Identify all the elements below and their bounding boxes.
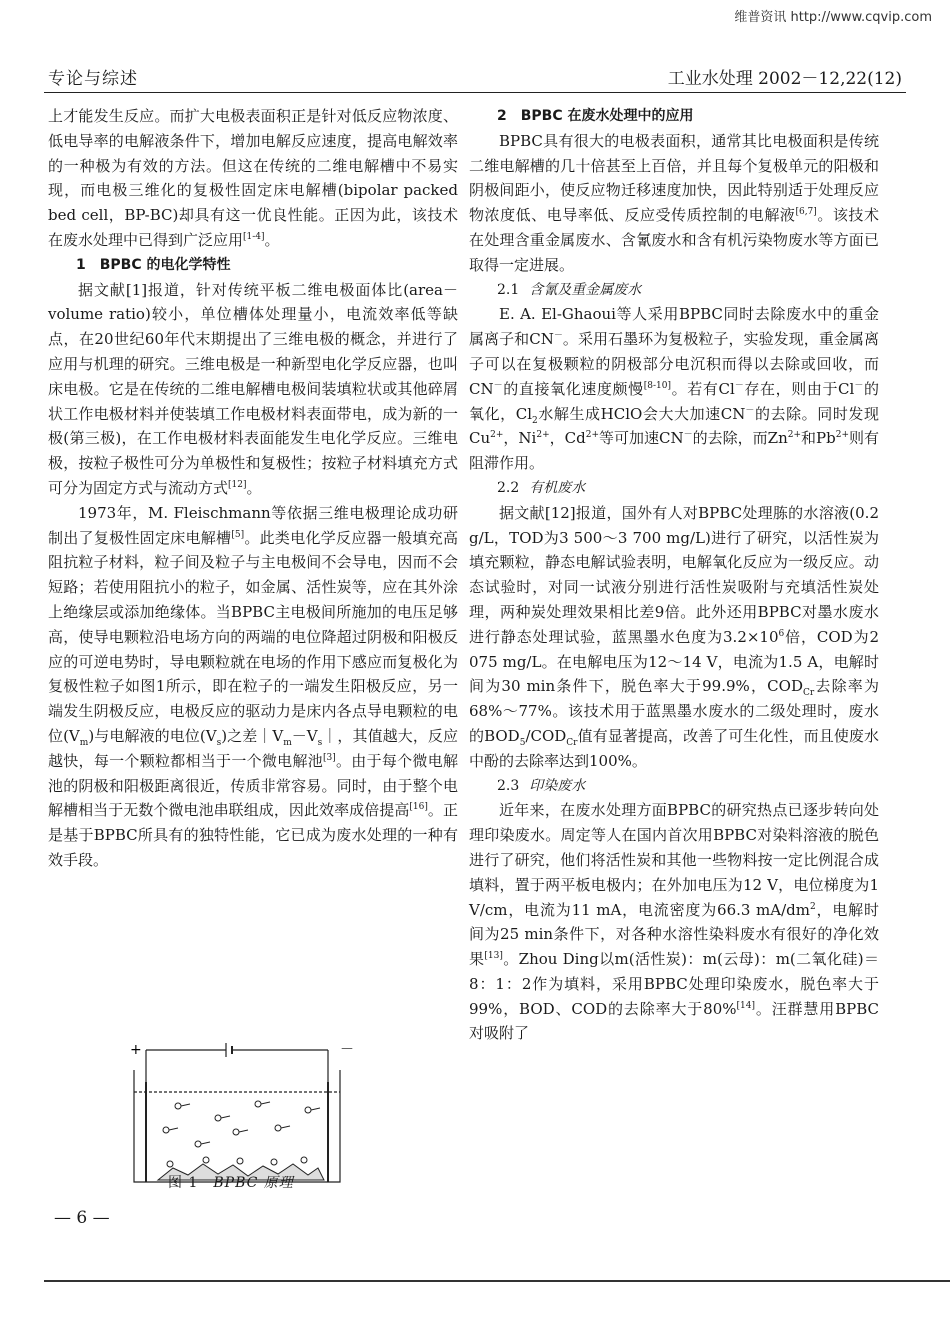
paragraph-1: 据文献[1]报道，针对传统平板二维电极面体比(area－volume ratio)较小，单位槽体处理量小，电流效率低等缺点，在20世纪60年代末期提出了三维电极的概念，并进行了应用与机理的研究。三维电极是一种新型电化学反应器，也叫床电极。它是在传统的二维电解槽电极间装填粒状或其他碎屑状工作电极材料并使装填工作电极材料表面带电，成为新的一极(第三极)，在工作电极材料表面能发生电化学反应。三维电极，按粒子极性可分为单极性和复极性；按粒子材料填充方式可分为固定方式与流动方式[12]。 [48, 280, 458, 497]
header-journal: 工业水处理 2002－12,22(12) [667, 69, 902, 89]
paragraph-2-2: 据文献[12]报道，国外有人对BPBC处理胨的水溶液(0.2 g/L，TOD为3 500～3 700 mg/L)进行了研究，以活性炭为填充颗粒，静态电解试验表明，电解氧化反应为一级反应。动态试验时，对同一试液分别进行活性炭吸附与充填活性炭处理，两种炭处理效果相比差9倍。此外还用BPBC对墨水废水进行静态处理试验，蓝黑墨水色度为$3.2\times 10^6$倍，COD为2 075 mg/L。在电解电压为12～14 V，电流为1.5 A，电解时间为30 min条件下，脱色率大于99.9%，$COD_{Cr}$去除率为68%～77%。该技术用于蓝黑墨水废水的二级处理时，废水的$BOD_5/COD_{Cr}$值有显著提高，改善了可生化性，而且使废水中酚的去除率达到100%。 [469, 503, 879, 770]
header-rule [44, 92, 906, 93]
paragraph-intro: BPBC具有很大的电极表面积，通常其比电极面积是传统二维电解槽的几十倍甚至上百倍，并且每个复极单元的阳极和阴极间距小，使反应物迁移速度加快，因此特别适于处理反应物浓度低、电导率低、反应受传质控制的电解液[6,7]。该技术在处理含重金属废水、含氰废水和含有机污染物废水等方面已取得一定进展。 [469, 131, 879, 274]
subsection-2-3-heading: 2.3 印染废水 [497, 777, 586, 794]
header-section: 专论与综述 [48, 69, 138, 89]
page-number: — 6 — [54, 1208, 110, 1228]
plus-terminal-label: + [130, 1042, 142, 1058]
paragraph-2-3: 近年来，在废水处理方面BPBC的研究热点已逐步转向处理印染废水。周定等人在国内首次用BPBC对染料溶液的脱色进行了研究，他们将活性炭和其他一些物料按一定比例混合成填料，置于两平板电极内；在外加电压为12 V，电位梯度为1 V/cm，电流为11 mA，电流密度为66.3 $mA/dm^2$，电解时间为25 min条件下，对各种水溶性染料废水有很好的净化效果[13]。Zhou Ding以m(活性炭)：m(云母)：m(二氧化硅)＝8：1：2作为填料，采用BPBC处理印染废水，脱色率大于99%，BOD、COD的去除率大于80%[14]。汪群慧用BPBC对吸附了 [469, 801, 879, 1043]
paragraph-2: 1973年，M. Fleischmann等依据三维电极理论成功研制出了复极性固定床电解槽[5]。此类电化学反应器一般填充高阻抗粒子材料，粒子间及粒子与主电极间不会导电，因而不会短路；若使用阻抗小的粒子，如金属、活性炭等，应在其外涂上绝缘层或添加绝缘体。当BPBC主电极间所施加的电压足够高，使导电颗粒沿电场方向的两端的电位降超过阴极和阳极反应的可逆电势时，导电颗粒就在电场的作用下感应而复极化为复极性粒子如图1所示，即在粒子的一端发生阳极反应，另一端发生阴极反应，电极反应的驱动力是床内各点导电颗粒的电位$(V_m)$与电解液的电位$(V_s)$之差$|V_m-V_s|$，其值越大，反应越快，每一个颗粒都相当于一个微电解池[3]。由于每个微电解池的阴极和阳极距离很近，传质非常容易。同时，由于整个电解槽相当于无数个微电池串联组成，因此效率成倍提高[16]。正是基于BPBC所具有的独特性能，它已成为废水处理的一种有效手段。 [48, 503, 459, 869]
footer-rule [44, 1280, 950, 1282]
subsection-2-2-heading: 2.2 有机废水 [497, 479, 586, 496]
section-2-heading: 2 BPBC 在废水处理中的应用 [497, 108, 694, 124]
right-column [469, 104, 879, 1046]
figure-caption: 图 1 BPBC 原理 [168, 1175, 294, 1191]
running-header [44, 62, 906, 89]
dipole-particles [163, 1101, 320, 1147]
minus-terminal-label: － [340, 1042, 354, 1058]
site-watermark: 维普资讯 http://www.cqvip.com [734, 10, 932, 25]
left-column [48, 104, 458, 873]
subsection-2-1-heading: 2.1 含氰及重金属废水 [497, 281, 642, 298]
power-supply-wire [146, 1043, 328, 1082]
section-1-heading: 1 BPBC 的电化学特性 [76, 256, 231, 273]
paragraph-2-1: E. A. El-Ghaoui等人采用BPBC同时去除废水中的重金属离子和CN－。采用石墨环为复极粒子，实验发现，重金属离子可以在复极颗粒的阴极部分电沉积而得以去除或回收，而CN－的直接氧化速度颇慢[8-10]。若有Cl－存在，则由于Cl－的氧化，$Cl_2$水解生成HClO会大大加速CN－的去除。同时发现$Cu^{2+}$，$Ni^{2+}$，$Cd^{2+}$等可加速CN－的去除，而$Zn^{2+}$和$Pb^{2+}$则有阻滞作用。 [469, 305, 880, 473]
electrolytic-cell [134, 1070, 340, 1182]
paragraph-continued: 上才能发生反应。而扩大电极表面积正是针对低反应物浓度、低电导率的电解液条件下，增加电解反应速度，提高电解效率的一种极为有效的方法。但这在传统的二维电解槽中不易实现，而电极三维化的复极性固定床电解槽(bipolar packed bed cell，BP-BC)却具有这一优良性能。正因为此，该技术在废水处理中已得到广泛应用[1-4]。 [48, 107, 458, 249]
